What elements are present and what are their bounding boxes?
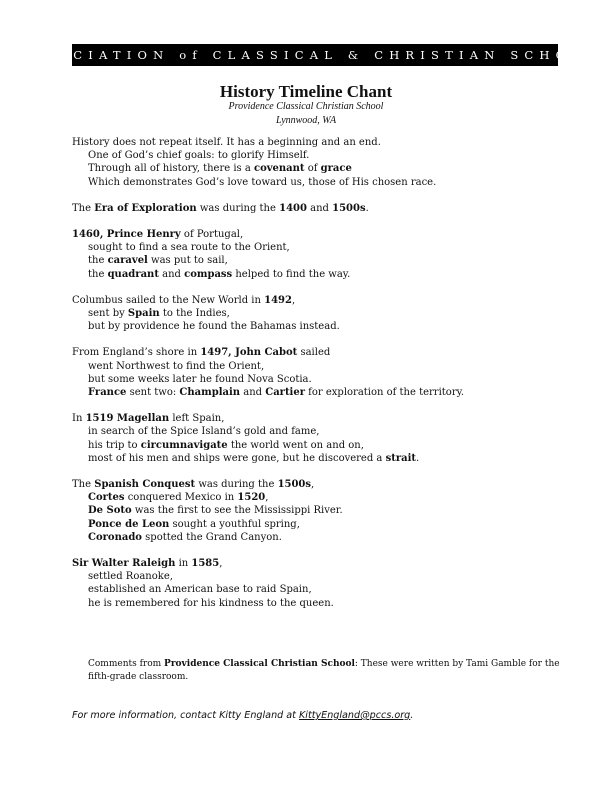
line-text: and	[306, 202, 333, 214]
chant-line	[72, 425, 558, 438]
chant-line	[72, 597, 558, 610]
emphasis-text: 1500s	[332, 202, 366, 214]
line-text: Columbus sailed to the New World in	[72, 294, 265, 306]
emphasis-text: 1400	[279, 202, 307, 214]
line-text: was during the	[196, 202, 280, 214]
line-text: most of his men and ships were gone, but he discovered a	[88, 452, 386, 464]
emphasis-text: De Soto	[88, 505, 132, 517]
emphasis-text: 1519 Magellan	[85, 413, 170, 425]
chant-line	[72, 228, 558, 241]
line-text: but by providence he found the Bahamas instead.	[88, 321, 340, 333]
chant-line	[72, 491, 558, 504]
stanza	[72, 136, 558, 189]
emphasis-text: Cortes	[88, 492, 125, 504]
header-banner: ASSOCIATION of CLASSICAL & CHRISTIAN SCHOOLS	[72, 44, 558, 66]
line-text: sent two:	[126, 387, 180, 399]
line-text: sailed	[297, 347, 331, 359]
emphasis-text: Coronado	[88, 531, 142, 543]
emphasis-text: grace	[320, 163, 352, 175]
line-text: established an American base to raid Spain,	[88, 584, 312, 596]
chant-line	[72, 531, 558, 544]
comments-prefix: Comments from	[88, 659, 165, 669]
chant-line	[72, 412, 558, 425]
line-text: but some weeks later he found Nova Scotia.	[88, 373, 312, 385]
emphasis-text: Spain	[127, 308, 160, 320]
line-text: helped to find the way.	[232, 268, 351, 280]
chant-line	[72, 268, 558, 281]
chant-line	[72, 452, 558, 465]
line-text: .	[416, 452, 420, 464]
emphasis-text: Era of Exploration	[94, 202, 197, 214]
page-title: History Timeline Chant	[219, 82, 393, 101]
chant-line	[72, 176, 558, 189]
line-text: .	[365, 202, 369, 214]
comments-school: Providence Classical Christian School	[164, 659, 355, 669]
line-text: Which demonstrates God’s love toward us, those of His chosen race.	[88, 176, 437, 188]
line-text: ,	[291, 294, 296, 306]
chant-line	[72, 254, 558, 267]
emphasis-text: Spanish Conquest	[94, 479, 196, 491]
line-text: was during the	[195, 479, 278, 491]
chant-line	[72, 478, 558, 491]
emphasis-text: Ponce de Leon	[88, 518, 170, 530]
line-text: went Northwest to find the Orient,	[88, 360, 265, 372]
line-text: left Spain,	[169, 413, 225, 425]
line-text: the	[88, 268, 108, 280]
school-location: Lynnwood, WA	[275, 115, 337, 126]
emphasis-text: France	[88, 387, 127, 399]
stanza	[72, 412, 558, 465]
line-text: to the Indies,	[159, 308, 230, 320]
chant-line	[72, 583, 558, 596]
chant-line	[72, 346, 558, 359]
chant-line	[72, 360, 558, 373]
stanza	[72, 294, 558, 334]
chant-line	[72, 518, 558, 531]
chant-line	[72, 557, 558, 570]
emphasis-text: strait	[385, 452, 416, 464]
stanza	[72, 228, 558, 281]
comments-rest: : These were written by Tami Gamble for the fifth-grade classroom.	[88, 659, 560, 682]
line-text: ,	[265, 492, 269, 504]
line-text: and	[240, 387, 266, 399]
line-text: of Portugal,	[180, 229, 244, 241]
line-text: ,	[219, 558, 223, 570]
chant-line	[72, 570, 558, 583]
emphasis-text: Sir Walter Raleigh	[72, 558, 176, 570]
emphasis-text: compass	[184, 268, 233, 280]
line-text: conquered Mexico in	[124, 492, 238, 504]
emphasis-text: quadrant	[107, 268, 159, 280]
chant-line	[72, 294, 558, 307]
line-text: the	[88, 255, 108, 267]
line-text: his trip to	[88, 439, 141, 451]
emphasis-text: Champlain	[179, 387, 241, 399]
stanza	[72, 202, 558, 215]
line-text: sought to find a sea route to the Orient,	[88, 242, 290, 254]
line-text: ,	[311, 479, 315, 491]
emphasis-text: 1500s	[277, 479, 312, 491]
chant-line	[72, 320, 558, 333]
line-text: for exploration of the territory.	[305, 387, 465, 399]
emphasis-text: 1460, Prince Henry	[72, 229, 181, 241]
emphasis-text: Cartier	[265, 387, 305, 399]
chant-line	[72, 149, 558, 162]
emphasis-text: caravel	[107, 255, 148, 267]
line-text: he is remembered for his kindness to the queen.	[88, 597, 334, 609]
chant-line	[72, 136, 558, 149]
chant-body	[72, 136, 558, 623]
line-text: of	[304, 163, 321, 175]
emphasis-text: circumnavigate	[140, 439, 228, 451]
line-text: settled Roanoke,	[88, 571, 173, 583]
line-text: From England’s shore in	[72, 347, 201, 359]
chant-line	[72, 373, 558, 386]
line-text: was put to sail,	[147, 255, 228, 267]
emphasis-text: 1520	[237, 492, 266, 504]
line-text: in	[175, 558, 192, 570]
line-text: History does not repeat itself. It has a beginning and an end.	[72, 137, 381, 148]
line-text: The	[72, 202, 95, 214]
contact-line	[72, 710, 413, 721]
line-text: the world went on and on,	[227, 439, 364, 451]
contact-email-link[interactable]: KittyEngland@pccs.org	[298, 710, 411, 721]
line-text: was the first to see the Mississippi River.	[131, 505, 343, 517]
line-text: and	[158, 268, 185, 280]
stanza	[72, 346, 558, 399]
line-text: In	[72, 413, 86, 425]
chant-line	[72, 439, 558, 452]
line-text: sought a youthful spring,	[169, 518, 300, 530]
school-name: Providence Classical Christian School	[228, 101, 384, 112]
chant-line	[72, 386, 558, 399]
chant-line	[72, 241, 558, 254]
comments-note	[72, 658, 562, 683]
emphasis-text: 1492	[264, 294, 292, 306]
chant-line	[72, 307, 558, 320]
line-text: sent by	[88, 308, 128, 320]
chant-line	[72, 504, 558, 517]
line-text: spotted the Grand Canyon.	[141, 531, 282, 543]
emphasis-text: 1585	[191, 558, 220, 570]
chant-line	[72, 202, 558, 215]
line-text: Through all of history, there is a	[88, 163, 254, 175]
emphasis-text: covenant	[253, 163, 305, 175]
line-text: One of God’s chief goals: to glorify Himself.	[88, 150, 310, 162]
contact-prefix: For more information, contact Kitty England at	[72, 710, 299, 721]
stanza	[72, 557, 558, 610]
contact-suffix: .	[410, 710, 414, 721]
emphasis-text: 1497, John Cabot	[200, 347, 298, 359]
stanza	[72, 478, 558, 544]
line-text: in search of the Spice Island’s gold and fame,	[88, 426, 320, 438]
line-text: The	[72, 479, 95, 491]
chant-line	[72, 162, 558, 175]
